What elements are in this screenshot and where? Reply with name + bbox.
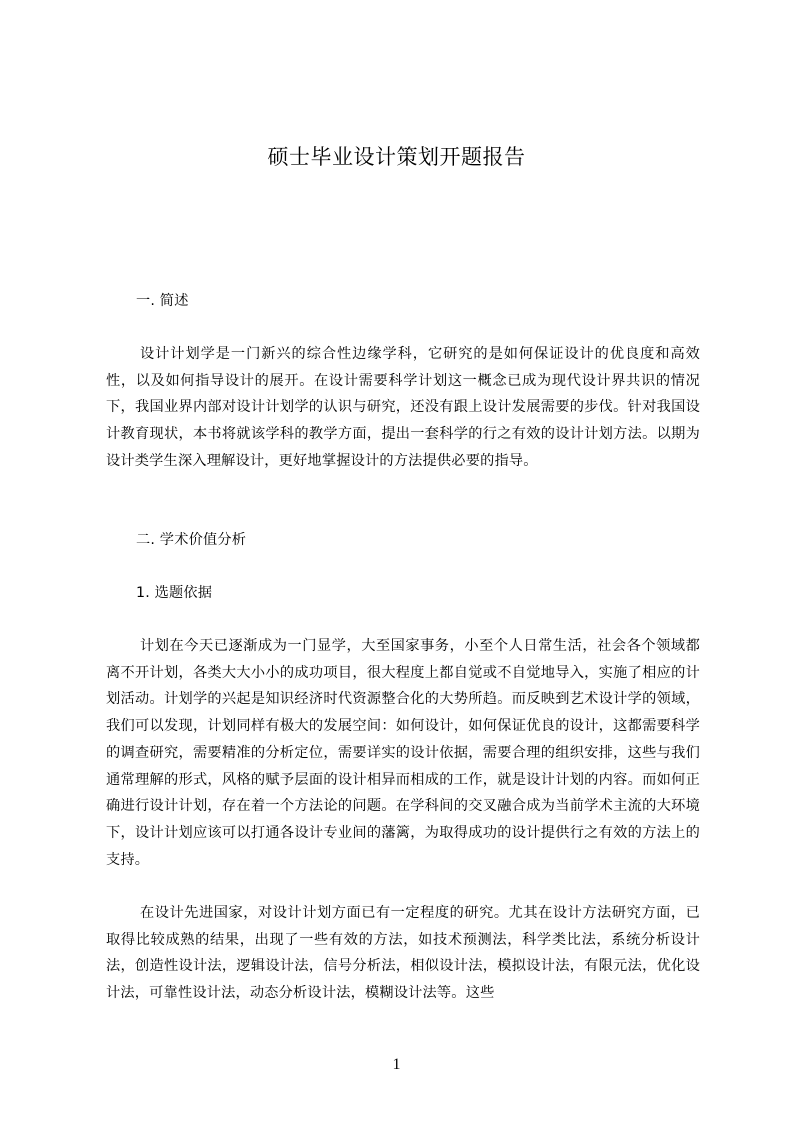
subsection-heading-topic-basis: 1. 选题依据 [136,585,213,601]
overview-paragraph: 设计计划学是一门新兴的综合性边缘学科，它研究的是如何保证设计的优良度和高效性，以及如何指导设计的展开。在设计需要科学计划这一概念已成为现代设计界共识的情况下，我国业界内部对设计计划学的认识与研究，还没有跟上设计发展需要的步伐。针对我国设计教育现状，本书将就该学科的教学方面，提出一套科学的行之有效的设计计划方法。以期为设计类学生深入理解设计，更好地掌握设计的方法提供必要的指导。 [106,346,700,469]
topic-basis-paragraph: 计划在今天已逐渐成为一门显学，大至国家事务，小至个人日常生活，社会各个领域都离不开计划，各类大大小小的成功项目，很大程度上都自觉或不自觉地导入，实施了相应的计划活动。计划学的兴起是知识经济时代资源整合化的大势所趋。而反映到艺术设计学的领域，我们可以发现，计划同样有极大的发展空间：如何设计，如何保证优良的设计，这都需要科学的调查研究，需要精准的分析定位，需要详实的设计依据，需要合理的组织安排，这些与我们通常理解的形式，风格的赋予层面的设计相异而相成的工作，就是设计计划的内容。而如何正确进行设计计划，存在着一个方法论的问题。在学科间的交叉融合成为当前学术主流的大环境下，设计计划应该可以打通各设计专业间的藩篱，为取得成功的设计提供行之有效的方法上的支持。 [106,638,700,868]
section-heading-academic-value: 二. 学术价值分析 [136,532,247,548]
section-heading-overview: 一. 简述 [136,293,189,309]
document-title: 硕士毕业设计策划开题报告 [267,145,526,169]
page-number: 1 [392,1056,401,1073]
design-methods-paragraph: 在设计先进国家，对设计计划方面已有一定程度的研究。尤其在设计方法研究方面，已取得比较成熟的结果，出现了一些有效的方法，如技术预测法，科学类比法，系统分析设计法，创造性设计法，逻辑设计法，信号分析法，相似设计法，模拟设计法，有限元法，优化设计法，可靠性设计法，动态分析设计法，模糊设计法等。这些 [106,905,700,1002]
